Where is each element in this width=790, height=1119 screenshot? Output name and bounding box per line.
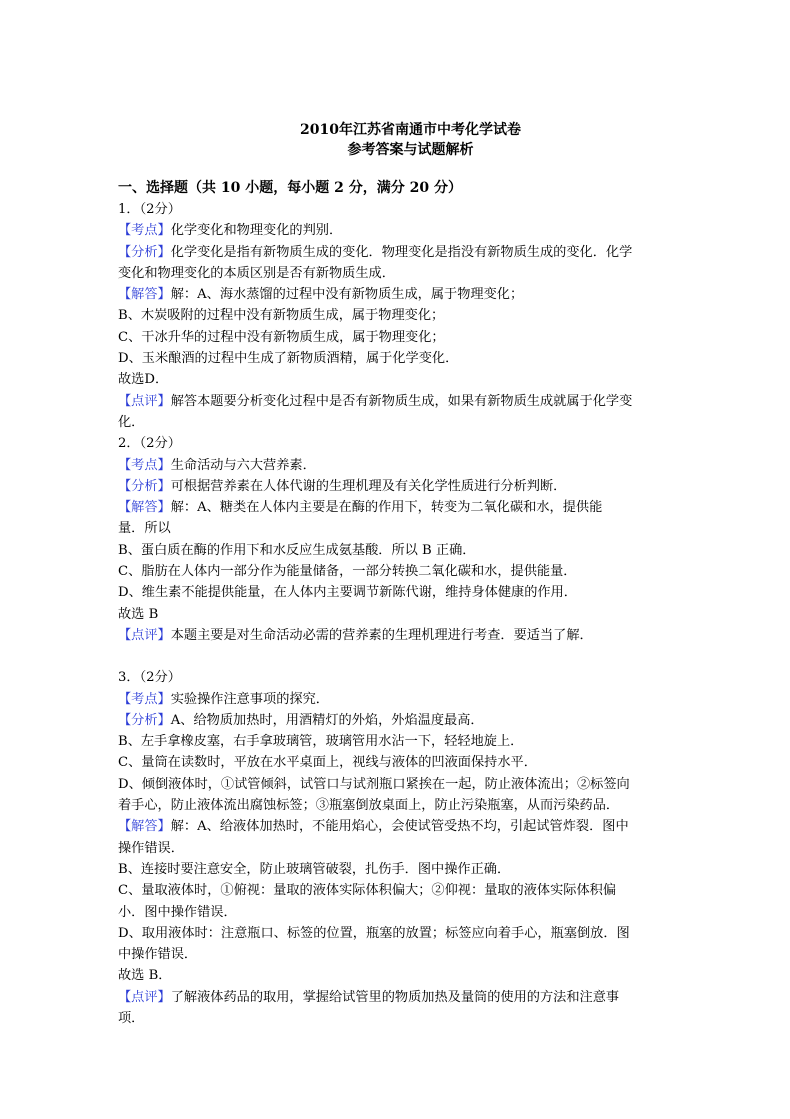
fenxi-text: 可根据营养素在人体代谢的生理机理及有关化学性质进行分析判断．: [170, 478, 567, 494]
jieda-option-b: B、木炭吸附的过程中没有新物质生成，属于物理变化；: [118, 308, 445, 324]
jieda-tag: 【解答】: [118, 287, 171, 303]
dianping-tag: 【点评】: [118, 627, 171, 643]
jieda-line: [118, 284, 703, 305]
jieda-option-d: D、取用液体时：注意瓶口、标签的位置，瓶塞的放置；标签应向着手心，瓶塞倒放．图: [118, 925, 630, 941]
blank-line: [118, 646, 703, 667]
answer-choice: 故选D．: [118, 372, 169, 388]
jieda-option-d: D、玉米酿酒的过程中生成了新物质酒精，属于化学变化．: [118, 351, 459, 367]
jieda-text: 解：A、海水蒸馏的过程中没有新物质生成，属于物理变化；: [170, 287, 524, 303]
fenxi-option-c: C、量筒在读数时，平放在水平桌面上，视线与液体的凹液面保持水平．: [118, 755, 537, 771]
document-page: [118, 120, 703, 1029]
kaodian-tag: 【考点】: [118, 691, 171, 707]
fenxi-option-d-cont: 着手心，防止液体流出腐蚀标签；③瓶塞倒放桌面上，防止污染瓶塞，从而污染药品．: [118, 798, 620, 814]
kaodian-text: 生命活动与六大营养素．: [170, 457, 316, 473]
jieda-line: [118, 816, 703, 837]
fenxi-text-cont: 变化和物理变化的本质区别是否有新物质生成．: [118, 265, 395, 281]
dianping-line: [118, 625, 703, 646]
jieda-option-c: C、量取液体时，①俯视：量取的液体实际体积偏大；②仰视：量取的液体实际体积偏: [118, 883, 617, 899]
dianping-line: [118, 987, 703, 1008]
fenxi-option-b: B、左手拿橡皮塞，右手拿玻璃管，玻璃管用水沾一下，轻轻地旋上．: [118, 734, 524, 750]
kaodian-line: [118, 455, 703, 476]
jieda-text: 解：A、给液体加热时，不能用焰心，会使试管受热不均，引起试管炸裂．图中: [170, 819, 629, 835]
dianping-text: 解答本题要分析变化过程中是否有新物质生成，如果有新物质生成就属于化学变: [170, 393, 633, 409]
dianping-line: [118, 391, 703, 412]
fenxi-tag: 【分析】: [118, 712, 171, 728]
jieda-text-cont: 操作错误．: [118, 840, 184, 856]
document-title: 2010年江苏省南通市中考化学试卷: [300, 122, 521, 138]
jieda-text-cont: 量．所以: [118, 521, 171, 537]
answer-choice: 故选 B．: [118, 968, 172, 984]
question-2: [118, 433, 703, 646]
question-1: [118, 199, 703, 433]
document-subtitle: 参考答案与试题解析: [347, 142, 474, 158]
jieda-option-d-cont: 中操作错误．: [118, 947, 198, 963]
kaodian-text: 化学变化和物理变化的判别．: [170, 223, 343, 239]
dianping-tag: 【点评】: [118, 989, 171, 1005]
dianping-text: 本题主要是对生命活动必需的营养素的生理机理进行考查．要适当了解．: [170, 627, 593, 643]
kaodian-tag: 【考点】: [118, 457, 171, 473]
kaodian-line: [118, 689, 703, 710]
dianping-text: 了解液体药品的取用，掌握给试管里的物质加热及量筒的使用的方法和注意事: [170, 989, 620, 1005]
fenxi-tag: 【分析】: [118, 244, 171, 260]
fenxi-line: [118, 242, 703, 263]
fenxi-tag: 【分析】: [118, 478, 171, 494]
jieda-line: [118, 497, 703, 518]
jieda-option-c-cont: 小．图中操作错误．: [118, 904, 237, 920]
kaodian-tag: 【考点】: [118, 223, 171, 239]
answer-choice: 故选 B: [118, 606, 159, 622]
fenxi-line: [118, 476, 703, 497]
fenxi-text: A、给物质加热时，用酒精灯的外焰，外焰温度最高．: [170, 712, 484, 728]
question-3: [118, 667, 703, 1029]
jieda-option-d: D、维生素不能提供能量，在人体内主要调节新陈代谢，维持身体健康的作用．: [118, 585, 577, 601]
jieda-option-c: C、脂肪在人体内一部分作为能量储备，一部分转换二氧化碳和水，提供能量．: [118, 564, 577, 580]
kaodian-text: 实验操作注意事项的探究．: [170, 691, 329, 707]
dianping-text-cont: 项．: [118, 1010, 145, 1026]
dianping-text-cont: 化．: [118, 414, 145, 430]
fenxi-line: [118, 710, 703, 731]
question-number: 1．（2分）: [118, 202, 181, 217]
section-heading: 一、选择题（共 10 小题，每小题 2 分，满分 20 分）: [118, 180, 462, 196]
jieda-tag: 【解答】: [118, 500, 171, 516]
fenxi-option-d: D、倾倒液体时，①试管倾斜，试管口与试剂瓶口紧挨在一起，防止液体流出；②标签向: [118, 776, 630, 792]
question-number: 2．（2分）: [118, 436, 181, 452]
jieda-tag: 【解答】: [118, 819, 171, 835]
jieda-option-b: B、连接时要注意安全，防止玻璃管破裂，扎伤手．图中操作正确．: [118, 861, 511, 877]
kaodian-line: [118, 220, 703, 241]
dianping-tag: 【点评】: [118, 393, 171, 409]
question-number: 3．（2分）: [118, 670, 181, 686]
fenxi-text: 化学变化是指有新物质生成的变化．物理变化是指没有新物质生成的变化．化学: [170, 244, 633, 260]
jieda-option-c: C、干冰升华的过程中没有新物质生成，属于物理变化；: [118, 329, 445, 345]
jieda-text: 解：A、糖类在人体内主要是在酶的作用下，转变为二氧化碳和水，提供能: [170, 500, 603, 516]
jieda-option-b: B、蛋白质在酶的作用下和水反应生成氨基酸．所以 B 正确．: [118, 542, 476, 558]
